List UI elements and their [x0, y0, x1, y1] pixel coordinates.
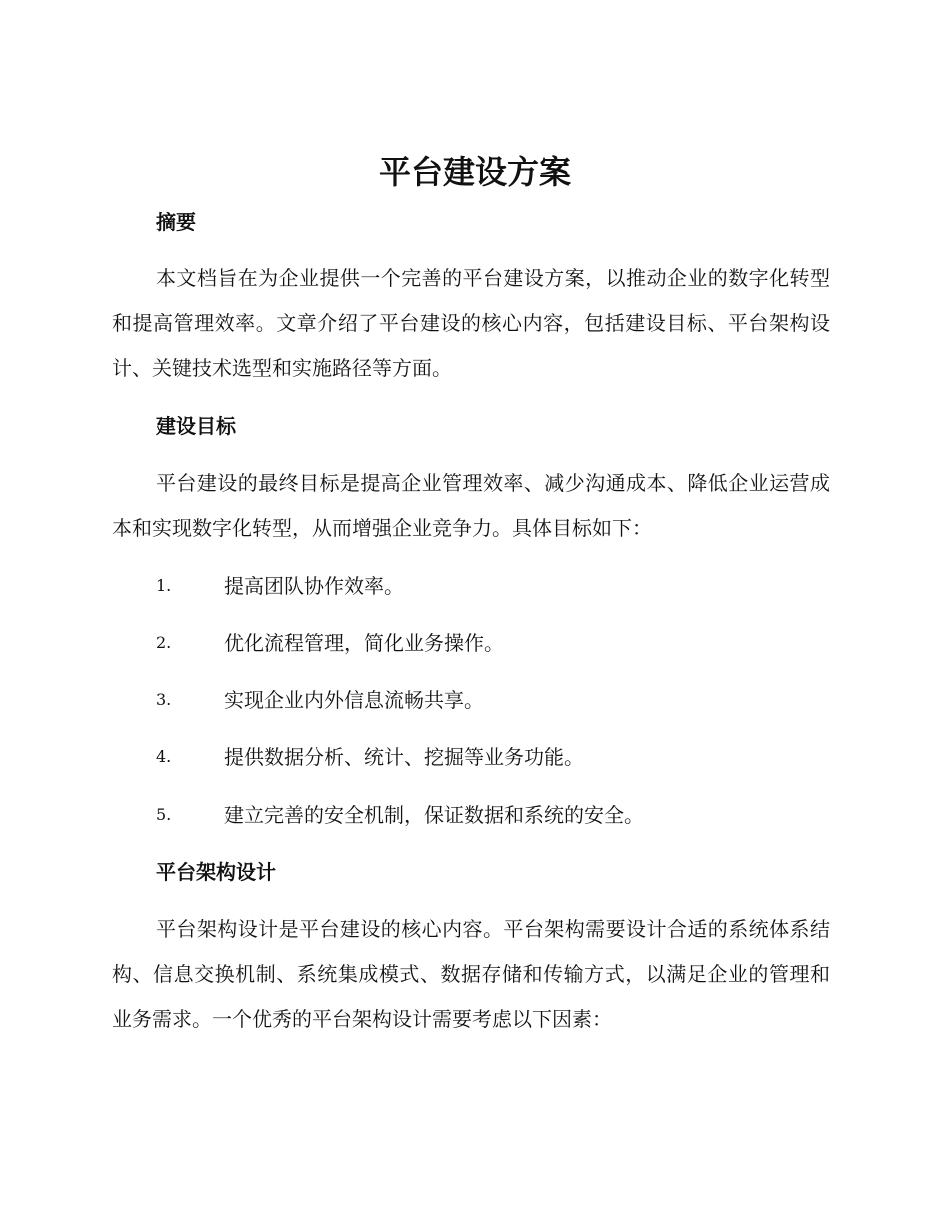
list-text: 提高团队协作效率。 — [224, 574, 404, 598]
list-number: 3. — [156, 690, 172, 709]
list-text: 提供数据分析、统计、挖掘等业务功能。 — [224, 745, 584, 769]
section-heading-abstract: 摘要 — [156, 210, 196, 234]
section-heading-architecture: 平台架构设计 — [156, 860, 276, 884]
list-text: 优化流程管理，简化业务操作。 — [224, 631, 504, 655]
abstract-paragraph: 本文档旨在为企业提供一个完善的平台建设方案，以推动企业的数字化转型和提高管理效率。文章介绍了平台建设的核心内容，包括建设目标、平台架构设计、关键技术选型和实施路径等方面。 — [112, 266, 830, 380]
list-number: 4. — [156, 747, 172, 766]
list-number: 2. — [156, 633, 172, 652]
list-number: 1. — [156, 576, 172, 595]
architecture-paragraph: 平台架构设计是平台建设的核心内容。平台架构需要设计合适的系统体系结构、信息交换机制、系统集成模式、数据存储和传输方式，以满足企业的管理和业务需求。一个优秀的平台架构设计需要考虑以下因素： — [112, 917, 830, 1031]
goals-paragraph: 平台建设的最终目标是提高企业管理效率、减少沟通成本、降低企业运营成本和实现数字化转型，从而增强企业竞争力。具体目标如下： — [112, 471, 830, 540]
document-title: 平台建设方案 — [378, 153, 571, 191]
list-text: 建立完善的安全机制，保证数据和系统的安全。 — [224, 803, 644, 827]
section-heading-goals: 建设目标 — [156, 414, 236, 438]
list-number: 5. — [156, 805, 172, 824]
list-text: 实现企业内外信息流畅共享。 — [224, 688, 484, 712]
